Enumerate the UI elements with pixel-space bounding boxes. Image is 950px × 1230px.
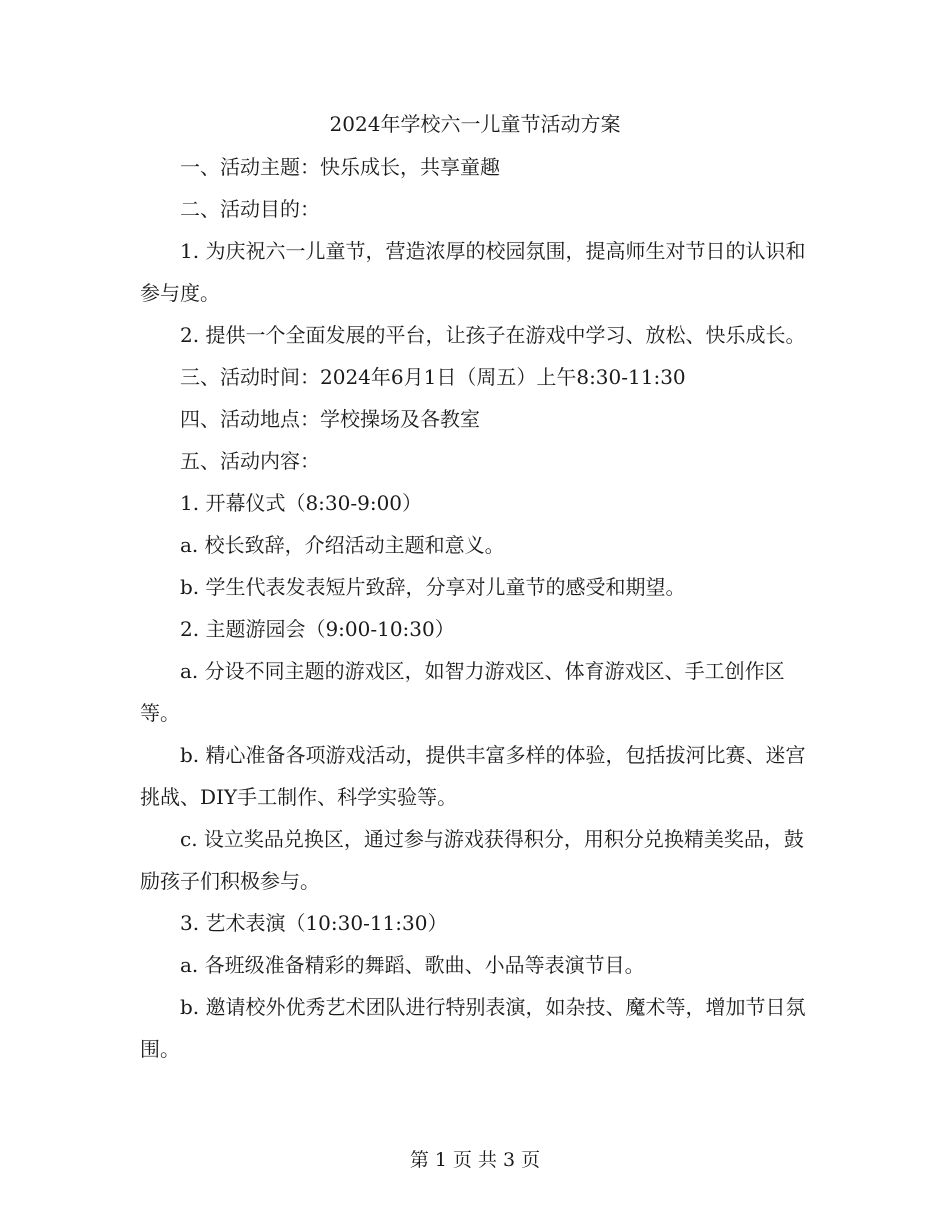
document-body bbox=[140, 146, 808, 1070]
content-theme-fair: 2. 主题游园会（9:00-10:30） bbox=[180, 617, 455, 641]
section-theme: 一、活动主题：快乐成长，共享童趣 bbox=[180, 155, 500, 179]
page-footer: 第 1 页 共 3 页 bbox=[409, 1149, 541, 1171]
section-content-heading: 五、活动内容： bbox=[180, 449, 320, 473]
content-opening-ceremony: 1. 开幕仪式（8:30-9:00） bbox=[180, 491, 423, 515]
section-location: 四、活动地点：学校操场及各教室 bbox=[180, 407, 480, 431]
purpose-item-2: 2. 提供一个全面发展的平台，让孩子在游戏中学习、放松、快乐成长。 bbox=[180, 323, 806, 347]
purpose-item-1: 1. 为庆祝六一儿童节，营造浓厚的校园氛围，提高师生对节日的认识和参与度。 bbox=[140, 239, 806, 305]
section-time: 三、活动时间：2024年6月1日（周五）上午8:30-11:30 bbox=[180, 365, 686, 389]
fair-item-b: b. 精心准备各项游戏活动，提供丰富多样的体验，包括拔河比赛、迷宫挑战、DIY手工制作、科学实验等。 bbox=[140, 743, 806, 809]
opening-item-b: b. 学生代表发表短片致辞，分享对儿童节的感受和期望。 bbox=[180, 575, 686, 599]
content-art-performance: 3. 艺术表演（10:30-11:30） bbox=[180, 911, 448, 935]
section-purpose-heading: 二、活动目的： bbox=[180, 197, 320, 221]
opening-item-a: a. 校长致辞，介绍活动主题和意义。 bbox=[180, 533, 505, 557]
document-title: 2024年学校六一儿童节活动方案 bbox=[329, 112, 621, 136]
fair-item-c: c. 设立奖品兑换区，通过参与游戏获得积分，用积分兑换精美奖品，鼓励孩子们积极参与。 bbox=[140, 827, 804, 893]
performance-item-b: b. 邀请校外优秀艺术团队进行特别表演，如杂技、魔术等，增加节日氛围。 bbox=[140, 995, 806, 1061]
fair-item-a: a. 分设不同主题的游戏区，如智力游戏区、体育游戏区、手工创作区等。 bbox=[140, 659, 785, 725]
performance-item-a: a. 各班级准备精彩的舞蹈、歌曲、小品等表演节目。 bbox=[180, 953, 645, 977]
